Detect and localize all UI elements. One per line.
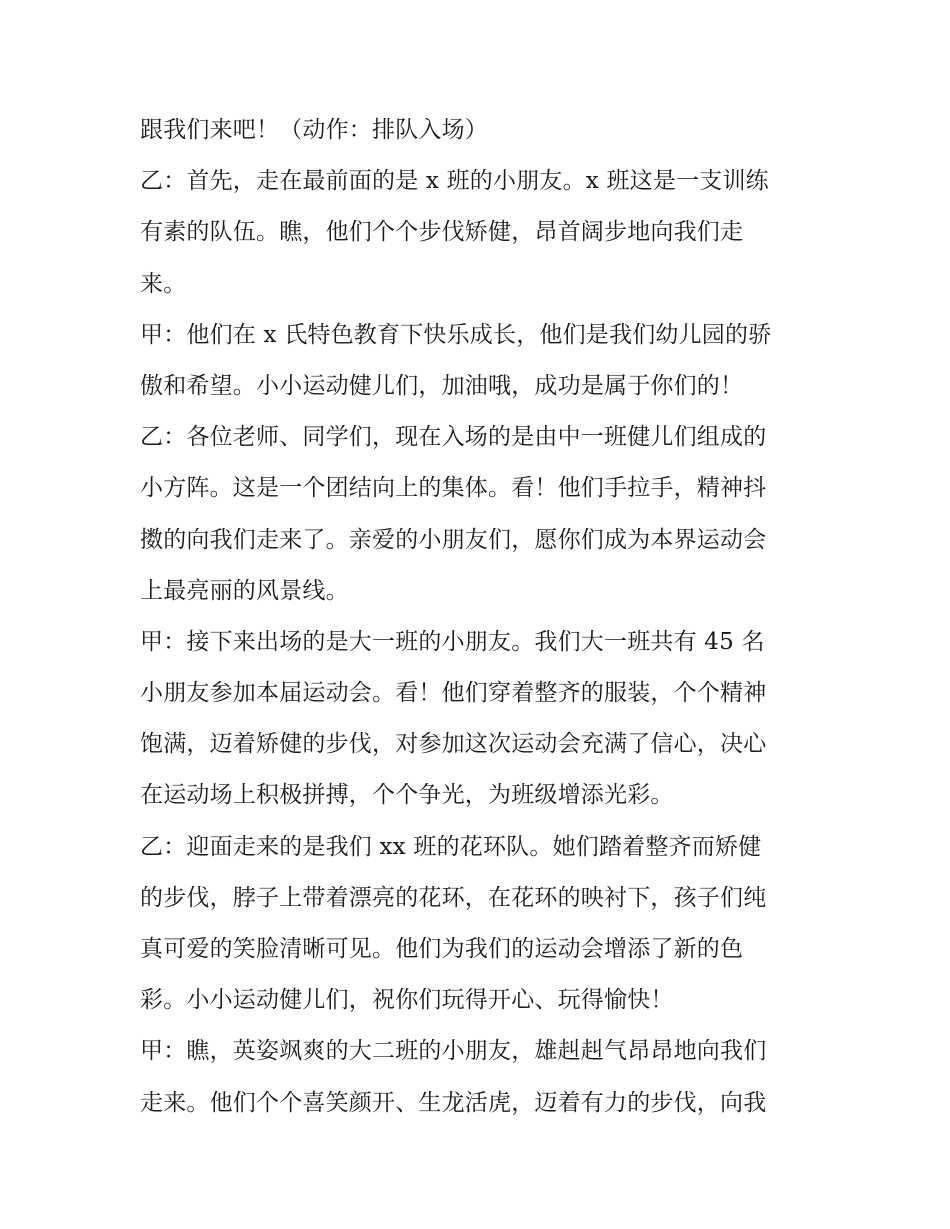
text-line: 乙：各位老师、同学们，现在入场的是由中一班健儿们组成的	[140, 424, 767, 451]
text-line: 小方阵。这是一个团结向上的集体。看！他们手拉手，精神抖	[140, 475, 767, 502]
text-line: 甲：接下来出场的是大一班的小朋友。我们大一班共有 45 名	[140, 628, 765, 655]
text-line: 饱满，迈着矫健的步伐，对参加这次运动会充满了信心，决心	[140, 731, 767, 758]
text-line: 乙：迎面走来的是我们 xx 班的花环队。她们踏着整齐而矫健	[140, 833, 762, 860]
text-line: 在运动场上积极拼搏，个个争光，为班级增添光彩。	[140, 782, 674, 809]
document-body	[140, 109, 820, 1133]
text-line: 乙：首先，走在最前面的是 x 班的小朋友。x 班这是一支训练	[140, 168, 769, 195]
text-line: 走来。他们个个喜笑颜开、生龙活虎，迈着有力的步伐，向我	[140, 1089, 767, 1116]
text-line: 小朋友参加本届运动会。看！他们穿着整齐的服装，个个精神	[140, 680, 767, 707]
text-line: 擞的向我们走来了。亲爱的小朋友们，愿你们成为本界运动会	[140, 526, 767, 553]
text-line: 有素的队伍。瞧，他们个个步伐矫健，昂首阔步地向我们走	[140, 219, 744, 246]
text-line: 傲和希望。小小运动健儿们，加油哦，成功是属于你们的！	[140, 372, 744, 399]
text-line: 彩。小小运动健儿们，祝你们玩得开心、玩得愉快！	[140, 987, 674, 1014]
text-line: 甲：瞧，英姿飒爽的大二班的小朋友，雄赳赳气昂昂地向我们	[140, 1038, 767, 1065]
text-line: 来。	[140, 270, 187, 297]
text-line: 上最亮丽的风景线。	[140, 577, 349, 604]
text-line: 真可爱的笑脸清晰可见。他们为我们的运动会增添了新的色	[140, 936, 744, 962]
text-line: 跟我们来吧！（动作：排队入场）	[140, 117, 488, 143]
text-line: 甲：他们在 x 氏特色教育下快乐成长，他们是我们幼儿园的骄	[140, 321, 772, 348]
text-line: 的步伐，脖子上带着漂亮的花环，在花环的映衬下，孩子们纯	[140, 884, 767, 911]
